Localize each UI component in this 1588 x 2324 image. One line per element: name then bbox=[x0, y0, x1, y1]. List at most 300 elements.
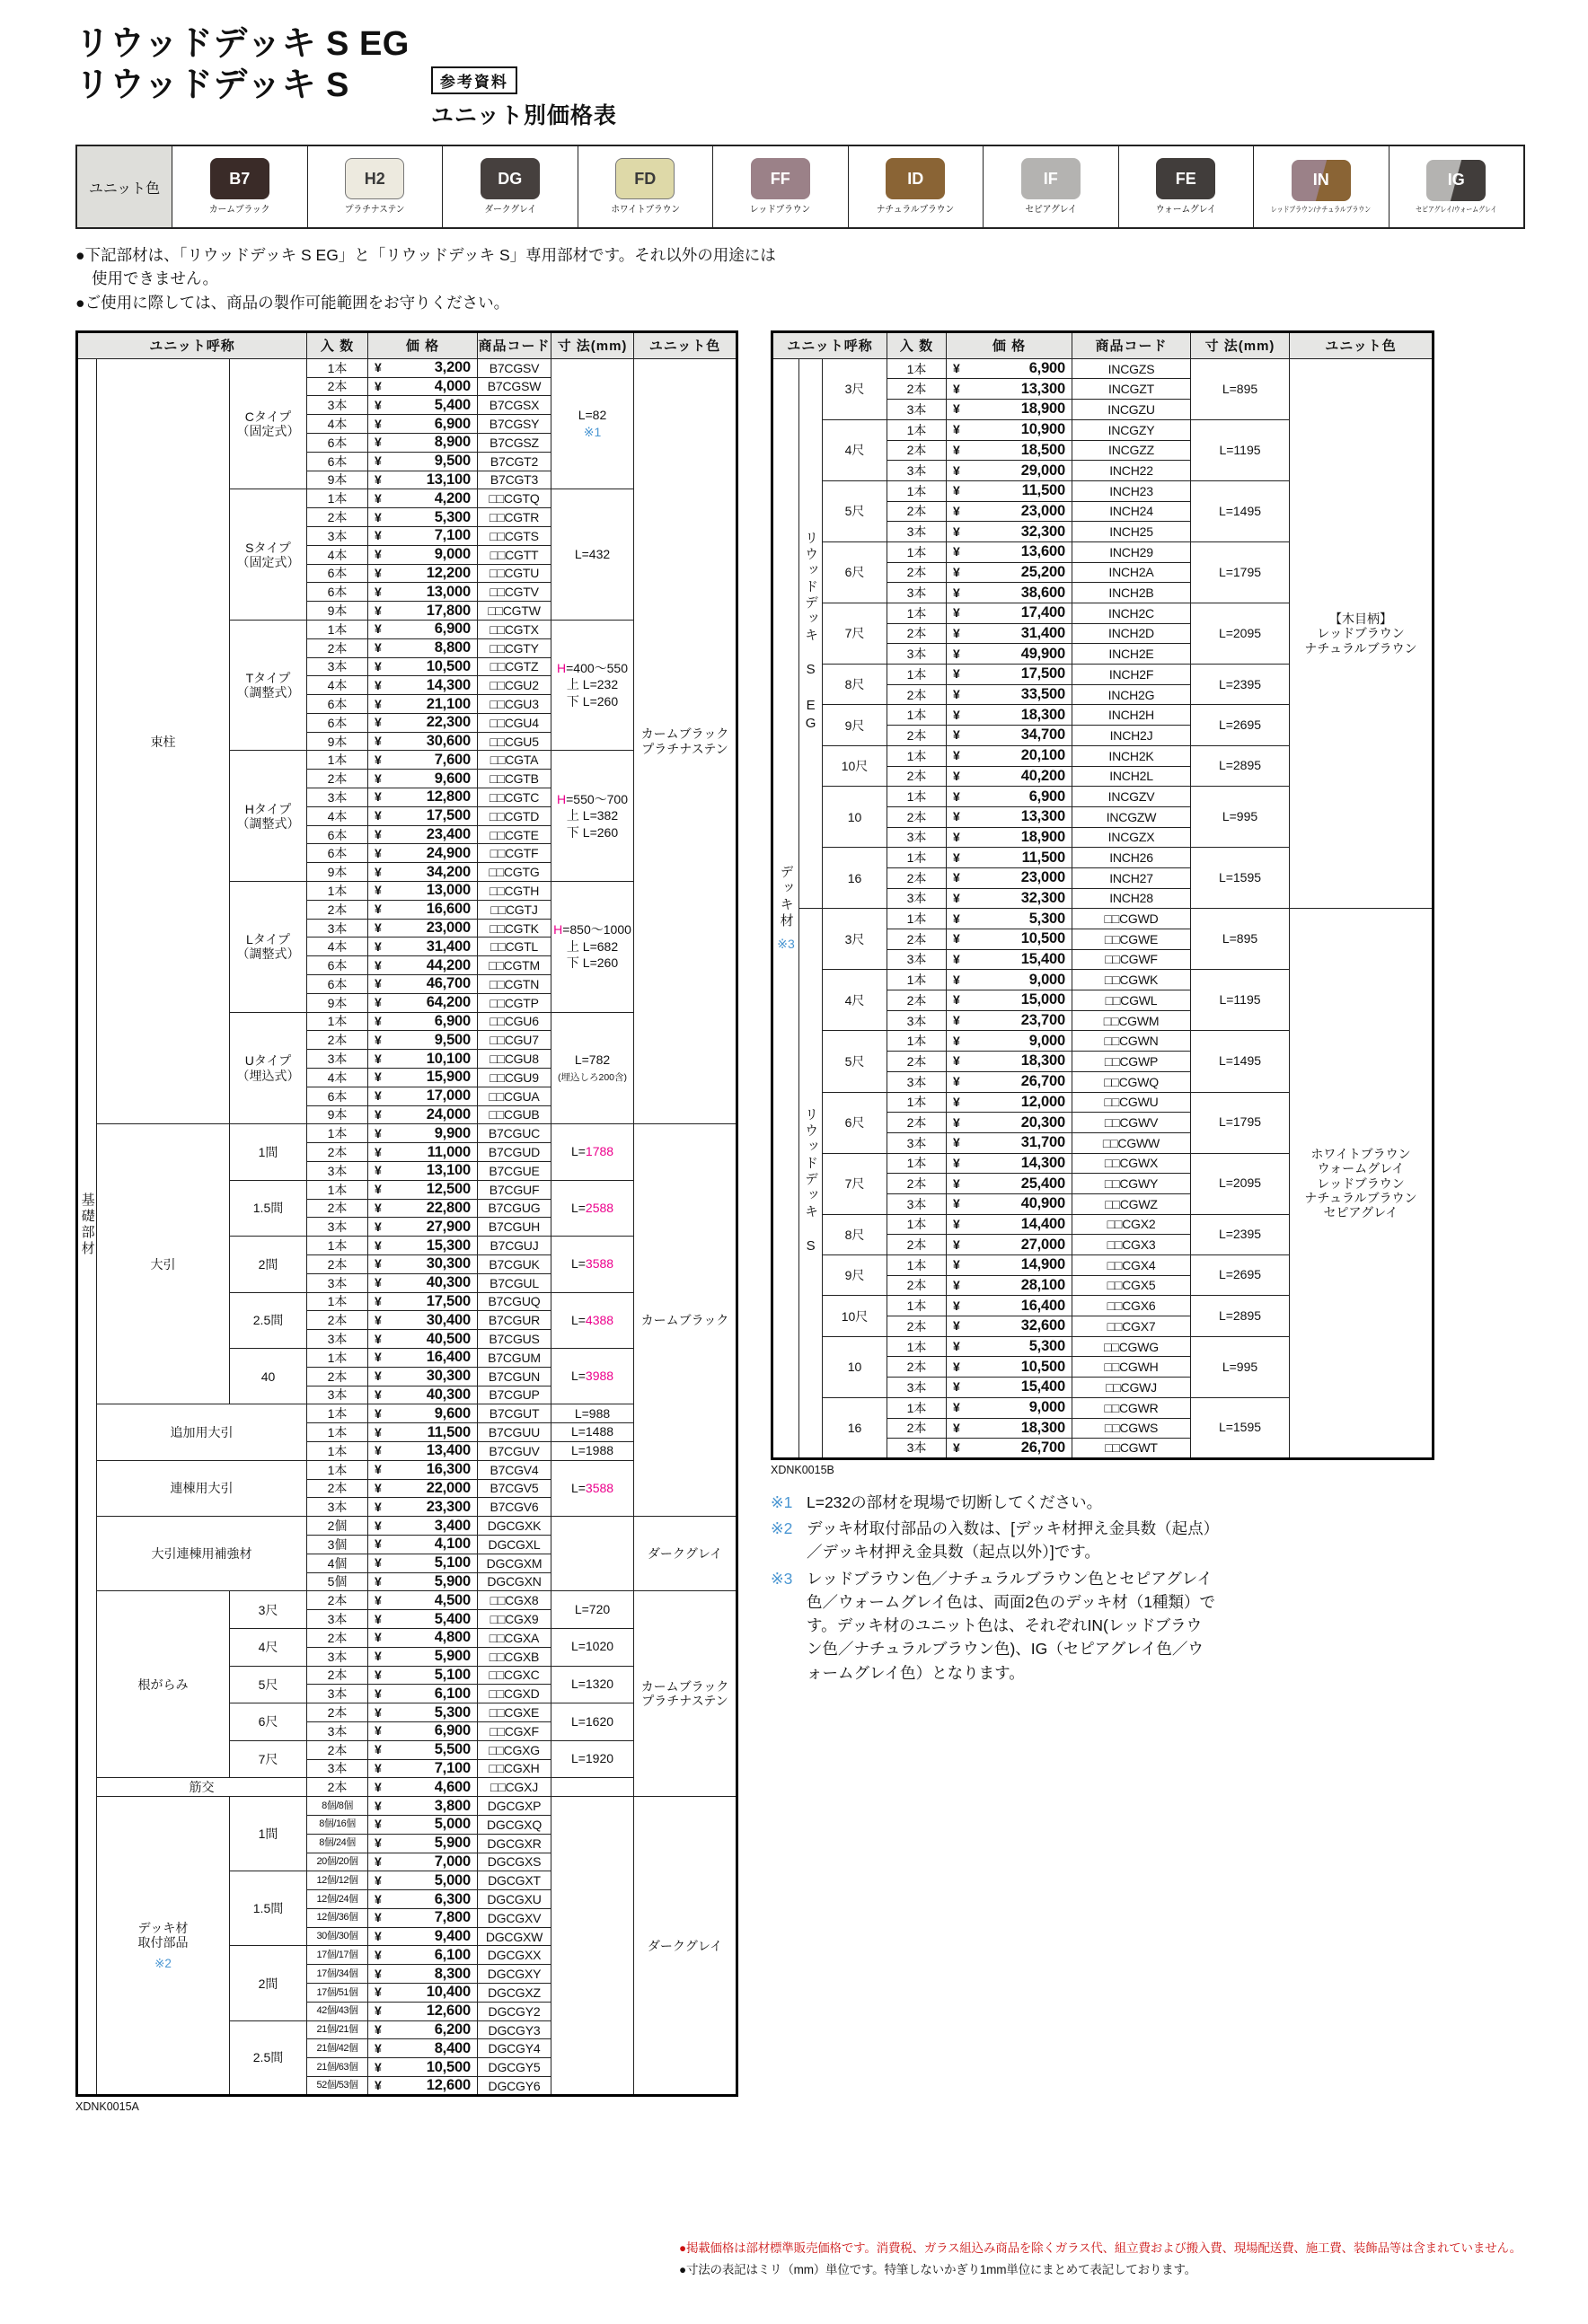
price-cell: ¥ 5,100 bbox=[368, 1666, 478, 1685]
yen-sign: ¥ bbox=[375, 1032, 382, 1047]
dim-cell: L=988 bbox=[551, 1404, 634, 1423]
price-cell: ¥ 4,800 bbox=[368, 1628, 478, 1647]
unit-color-cell: ダークグレイ bbox=[634, 1517, 737, 1591]
product-code-cell: B7CGUE bbox=[478, 1162, 551, 1181]
qty-cell: 4本 bbox=[307, 676, 368, 695]
yen-sign: ¥ bbox=[953, 1033, 960, 1048]
product-code-cell: □□CGWD bbox=[1072, 909, 1191, 929]
product-code-cell: DGCGXY bbox=[478, 1965, 551, 1984]
product-code-cell: INCH2K bbox=[1072, 745, 1191, 766]
yen-sign: ¥ bbox=[953, 524, 960, 539]
size-label: 9尺 bbox=[823, 705, 887, 745]
product-code-cell: B7CGUQ bbox=[478, 1292, 551, 1311]
unit-color-swatches bbox=[172, 146, 1523, 227]
qty-cell: 17個/51個 bbox=[307, 1984, 368, 2003]
yen-sign: ¥ bbox=[953, 503, 960, 518]
yen-sign: ¥ bbox=[953, 829, 960, 844]
price-cell: ¥ 5,500 bbox=[368, 1740, 478, 1759]
col-header-color: ユニット色 bbox=[1290, 331, 1434, 358]
unit-color-swatch bbox=[1390, 146, 1524, 227]
price-cell: ¥ 18,500 bbox=[947, 440, 1072, 461]
yen-sign: ¥ bbox=[953, 1175, 960, 1191]
unit-color-swatch bbox=[849, 146, 984, 227]
color-name: カームブラック bbox=[209, 204, 270, 215]
size-label: 8尺 bbox=[823, 1214, 887, 1254]
price-cell: ¥ 6,100 bbox=[368, 1685, 478, 1703]
yen-sign: ¥ bbox=[953, 1216, 960, 1231]
price-cell: ¥ 14,300 bbox=[947, 1153, 1072, 1174]
type-label: 7尺 bbox=[230, 1740, 307, 1778]
col-header-price: 価 格 bbox=[368, 331, 478, 358]
price-cell: ¥ 17,500 bbox=[368, 806, 478, 825]
yen-sign: ¥ bbox=[375, 1405, 382, 1421]
product-label: リウッドデッキ S bbox=[799, 909, 823, 1459]
dim-cell: L=2095 bbox=[1191, 1153, 1290, 1214]
unit-color-cell: 【木目柄】 レッドブラウン ナチュラルブラウン bbox=[1290, 358, 1434, 909]
yen-sign: ¥ bbox=[953, 1094, 960, 1109]
price-cell: ¥ 23,000 bbox=[368, 919, 478, 938]
price-cell: ¥ 13,400 bbox=[368, 1441, 478, 1460]
price-cell: ¥ 6,100 bbox=[368, 1946, 478, 1965]
yen-sign: ¥ bbox=[375, 883, 382, 898]
qty-cell: 2本 bbox=[307, 1367, 368, 1386]
price-cell: ¥ 32,300 bbox=[947, 522, 1072, 542]
yen-sign: ¥ bbox=[375, 490, 382, 506]
col-header-qty: 入 数 bbox=[887, 331, 947, 358]
yen-sign: ¥ bbox=[953, 1298, 960, 1313]
product-code-cell: INCH29 bbox=[1072, 541, 1191, 562]
yen-sign: ¥ bbox=[375, 2078, 382, 2093]
footnote-text: L=232の部材を現場で切断してください。 bbox=[807, 1492, 1103, 1511]
qty-cell: 3本 bbox=[307, 788, 368, 807]
yen-sign: ¥ bbox=[375, 1985, 382, 2000]
dim-cell: H=850〜1000 上 L=682 下 L=260 bbox=[551, 882, 634, 1013]
footer-price-note: ●掲載価格は部材標準販売価格です。消費税、ガラス組込み商品を除くガラス代、組立費および搬入費、現場配送費、施工費、装飾品等は含まれていません。 bbox=[679, 2241, 1522, 2255]
qty-cell: 3本 bbox=[887, 1010, 947, 1031]
price-cell: ¥ 40,900 bbox=[947, 1193, 1072, 1214]
price-cell: ¥ 5,000 bbox=[368, 1871, 478, 1890]
product-code-cell: □□CGX4 bbox=[1072, 1255, 1191, 1276]
footnote bbox=[771, 1567, 1216, 1685]
product-code-cell: □□CGXD bbox=[478, 1685, 551, 1703]
yen-sign: ¥ bbox=[375, 1667, 382, 1682]
yen-sign: ¥ bbox=[953, 748, 960, 763]
product-code-cell: □□CGWL bbox=[1072, 990, 1191, 1011]
qty-cell: 2本 bbox=[307, 1031, 368, 1050]
price-cell: ¥ 22,800 bbox=[368, 1199, 478, 1218]
unit-color-swatch bbox=[1254, 146, 1390, 227]
product-code-cell: □□CGWS bbox=[1072, 1418, 1191, 1439]
color-chip: IF bbox=[1021, 158, 1081, 199]
col-header-code: 商品コード bbox=[478, 331, 551, 358]
qty-cell: 2本 bbox=[307, 900, 368, 919]
price-cell: ¥ 10,900 bbox=[947, 419, 1072, 440]
col-header-name: ユニット呼称 bbox=[772, 331, 887, 358]
yen-sign: ¥ bbox=[375, 789, 382, 805]
price-cell: ¥ 7,800 bbox=[368, 1908, 478, 1927]
yen-sign: ¥ bbox=[375, 547, 382, 562]
page-subtitle: ユニット別価格表 bbox=[430, 103, 617, 128]
price-cell: ¥ 6,900 bbox=[947, 787, 1072, 807]
price-cell: ¥ 16,400 bbox=[368, 1348, 478, 1367]
price-cell: ¥ 64,200 bbox=[368, 993, 478, 1012]
product-code-cell: B7CGUF bbox=[478, 1180, 551, 1199]
color-name: ナチュラルブラウン bbox=[877, 204, 955, 215]
product-code-cell: B7CGSY bbox=[478, 415, 551, 434]
product-code-cell: □□CGX9 bbox=[478, 1610, 551, 1629]
group-label: 根がらみ bbox=[97, 1591, 230, 1778]
qty-cell: 3本 bbox=[887, 522, 947, 542]
product-code-cell: □□CGX3 bbox=[1072, 1235, 1191, 1255]
product-code-cell: INCGZU bbox=[1072, 400, 1191, 420]
yen-sign: ¥ bbox=[375, 528, 382, 543]
price-cell: ¥ 12,200 bbox=[368, 564, 478, 583]
qty-cell: 3本 bbox=[887, 888, 947, 909]
dim-cell: L=3588 bbox=[551, 1460, 634, 1516]
unit-color-bar bbox=[75, 145, 1525, 229]
dim-cell: L=2695 bbox=[1191, 705, 1290, 745]
price-cell: ¥ 17,400 bbox=[947, 603, 1072, 624]
qty-cell: 1本 bbox=[307, 1292, 368, 1311]
price-row bbox=[772, 358, 1434, 379]
product-code-cell: DGCGXZ bbox=[478, 1984, 551, 2003]
price-cell: ¥ 12,800 bbox=[368, 788, 478, 807]
footnote bbox=[771, 1517, 1216, 1564]
yen-sign: ¥ bbox=[375, 1649, 382, 1664]
size-label: 3尺 bbox=[823, 909, 887, 970]
price-cell: ¥ 10,500 bbox=[368, 657, 478, 676]
price-cell: ¥ 34,700 bbox=[947, 726, 1072, 746]
price-cell: ¥ 14,300 bbox=[368, 676, 478, 695]
yen-sign: ¥ bbox=[375, 1480, 382, 1495]
product-code-cell: □□CGTY bbox=[478, 638, 551, 657]
price-cell: ¥ 11,500 bbox=[947, 848, 1072, 868]
price-cell: ¥ 16,600 bbox=[368, 900, 478, 919]
type-label: 2間 bbox=[230, 1946, 307, 2020]
product-code-cell: □□CGWZ bbox=[1072, 1193, 1191, 1214]
qty-cell: 2本 bbox=[887, 623, 947, 644]
price-cell: ¥ 9,500 bbox=[368, 1031, 478, 1050]
qty-cell: 3本 bbox=[307, 1273, 368, 1292]
reference-block bbox=[431, 66, 617, 130]
qty-cell: 1本 bbox=[887, 909, 947, 929]
left-table-id: XDNK0015A bbox=[75, 2100, 139, 2114]
size-label: 4尺 bbox=[823, 419, 887, 480]
qty-cell: 3本 bbox=[887, 1439, 947, 1459]
yen-sign: ¥ bbox=[375, 808, 382, 823]
product-code-cell: □□CGWR bbox=[1072, 1397, 1191, 1418]
type-label: 5尺 bbox=[230, 1666, 307, 1703]
right-price-table bbox=[771, 330, 1434, 1460]
qty-cell: 3本 bbox=[887, 1193, 947, 1214]
yen-sign: ¥ bbox=[953, 687, 960, 702]
product-code-cell: □□CGTG bbox=[478, 863, 551, 882]
group-label: 追加用大引 bbox=[97, 1404, 307, 1460]
yen-sign: ¥ bbox=[953, 483, 960, 498]
dim-cell: L=1620 bbox=[551, 1703, 634, 1741]
dim-cell: L=1195 bbox=[1191, 970, 1290, 1031]
yen-sign: ¥ bbox=[375, 1386, 382, 1402]
yen-sign: ¥ bbox=[375, 509, 382, 524]
yen-sign: ¥ bbox=[375, 677, 382, 692]
unit-color-cell: カームブラック プラチナステン bbox=[634, 1591, 737, 1797]
price-cell: ¥ 18,300 bbox=[947, 1418, 1072, 1439]
qty-cell: 6本 bbox=[307, 564, 368, 583]
color-chip: IG bbox=[1426, 160, 1486, 201]
yen-sign: ¥ bbox=[375, 2040, 382, 2056]
size-label: 3尺 bbox=[823, 358, 887, 419]
price-cell: ¥ 3,400 bbox=[368, 1517, 478, 1536]
qty-cell: 3本 bbox=[887, 949, 947, 970]
page-title bbox=[75, 23, 410, 107]
price-cell: ¥ 12,000 bbox=[947, 1092, 1072, 1113]
product-code-cell: B7CGUG bbox=[478, 1199, 551, 1218]
product-code-cell: DGCGY3 bbox=[478, 2020, 551, 2039]
yen-sign: ¥ bbox=[375, 715, 382, 730]
qty-cell: 3本 bbox=[887, 827, 947, 848]
product-code-cell: INCH23 bbox=[1072, 480, 1191, 501]
price-cell: ¥ 7,600 bbox=[368, 751, 478, 770]
product-code-cell: B7CGV4 bbox=[478, 1460, 551, 1479]
qty-cell: 3本 bbox=[887, 583, 947, 603]
qty-cell: 9本 bbox=[307, 602, 368, 621]
col-header-dim: 寸 法(mm) bbox=[1191, 331, 1290, 358]
yen-sign: ¥ bbox=[375, 1424, 382, 1439]
unit-color-cell: ダークグレイ bbox=[634, 1797, 737, 2096]
product-code-cell: □□CGTT bbox=[478, 545, 551, 564]
product-code-cell: □□CGX6 bbox=[1072, 1296, 1191, 1316]
price-cell: ¥ 9,500 bbox=[368, 452, 478, 471]
price-cell: ¥ 23,700 bbox=[947, 1010, 1072, 1031]
product-code-cell: B7CGV5 bbox=[478, 1479, 551, 1498]
price-cell: ¥ 15,000 bbox=[947, 990, 1072, 1011]
dim-cell: L=782 (埋込しろ200含) bbox=[551, 1012, 634, 1124]
footnote-text: レッドブラウン色／ナチュラルブラウン色とセピアグレイ色／ウォームグレイ色は、両面2色のデッキ材（1種類）です。デッキ材のユニット色は、それぞれIN(レッドブラウン色／ナチュラルブラウン色)、IG（セピアグレイ色／ウォームグレイ色）となります。 bbox=[807, 1569, 1216, 1682]
price-cell: ¥ 18,300 bbox=[947, 705, 1072, 726]
price-cell: ¥ 17,800 bbox=[368, 602, 478, 621]
price-cell: ¥ 5,300 bbox=[947, 1336, 1072, 1357]
price-cell: ¥ 9,600 bbox=[368, 770, 478, 788]
qty-cell: 1本 bbox=[887, 705, 947, 726]
product-code-cell: INCH2F bbox=[1072, 665, 1191, 685]
qty-cell: 1本 bbox=[307, 620, 368, 638]
product-code-cell: B7CGUU bbox=[478, 1423, 551, 1442]
qty-cell: 1本 bbox=[307, 1180, 368, 1199]
qty-cell: 2本 bbox=[307, 1628, 368, 1647]
product-code-cell: □□CGWN bbox=[1072, 1031, 1191, 1052]
product-code-cell: □□CGUB bbox=[478, 1105, 551, 1124]
qty-cell: 2本 bbox=[307, 1311, 368, 1330]
product-code-cell: □□CGXH bbox=[478, 1759, 551, 1778]
size-label: 10尺 bbox=[823, 745, 887, 786]
price-cell: ¥ 11,000 bbox=[368, 1143, 478, 1162]
product-code-cell: INCH2H bbox=[1072, 705, 1191, 726]
color-name: セピアグレイ bbox=[1025, 204, 1077, 215]
yen-sign: ¥ bbox=[375, 1219, 382, 1234]
footnotes bbox=[771, 1491, 1216, 1685]
price-cell: ¥ 9,400 bbox=[368, 1927, 478, 1946]
footer-dimension-note: ●寸法の表記はミリ（mm）単位です。特筆しないかぎり1mm単位にまとめて表記しております。 bbox=[679, 2263, 1196, 2277]
product-code-cell: INCGZZ bbox=[1072, 440, 1191, 461]
product-code-cell: □□CGWJ bbox=[1072, 1378, 1191, 1398]
dim-cell: L=2895 bbox=[1191, 745, 1290, 786]
price-cell: ¥ 30,400 bbox=[368, 1311, 478, 1330]
yen-sign: ¥ bbox=[375, 995, 382, 1010]
product-code-cell: □□CGWG bbox=[1072, 1336, 1191, 1357]
qty-cell: 1本 bbox=[887, 1255, 947, 1276]
dim-cell: L=2588 bbox=[551, 1180, 634, 1236]
product-code-cell: INCH2D bbox=[1072, 623, 1191, 644]
qty-cell: 1本 bbox=[887, 1031, 947, 1052]
price-cell: ¥ 5,300 bbox=[368, 1703, 478, 1722]
qty-cell: 3本 bbox=[307, 1050, 368, 1069]
yen-sign: ¥ bbox=[375, 1630, 382, 1645]
yen-sign: ¥ bbox=[953, 1400, 960, 1415]
intro-note-1-cont: 使用できません。 bbox=[92, 269, 219, 288]
qty-cell: 52個/53個 bbox=[307, 2077, 368, 2096]
yen-sign: ¥ bbox=[375, 378, 382, 393]
product-code-cell: DGCGXK bbox=[478, 1517, 551, 1536]
yen-sign: ¥ bbox=[375, 640, 382, 656]
qty-cell: 6本 bbox=[307, 583, 368, 602]
product-code-cell: □□CGX8 bbox=[478, 1591, 551, 1610]
product-code-cell: B7CGUS bbox=[478, 1330, 551, 1349]
qty-cell: 1本 bbox=[887, 1214, 947, 1235]
qty-cell: 1本 bbox=[887, 665, 947, 685]
type-label: 1.5間 bbox=[230, 1871, 307, 1946]
color-chip: FD bbox=[615, 158, 675, 199]
type-label: Tタイプ （調整式） bbox=[230, 620, 307, 751]
footnote-mark: ※2 bbox=[771, 1519, 793, 1538]
product-code-cell: □□CGTS bbox=[478, 526, 551, 545]
yen-sign: ¥ bbox=[375, 1518, 382, 1533]
price-cell: ¥ 29,000 bbox=[947, 461, 1072, 481]
product-code-cell: □□CGTE bbox=[478, 825, 551, 844]
price-cell: ¥ 5,000 bbox=[368, 1815, 478, 1834]
price-cell: ¥ 15,900 bbox=[368, 1069, 478, 1087]
product-code-cell: DGCGXP bbox=[478, 1797, 551, 1816]
product-code-cell: B7CGSZ bbox=[478, 433, 551, 452]
product-code-cell: □□CGXC bbox=[478, 1666, 551, 1685]
footnote-mark: ※3 bbox=[771, 1569, 793, 1588]
qty-cell: 6本 bbox=[307, 844, 368, 863]
price-cell: ¥ 8,800 bbox=[368, 638, 478, 657]
qty-cell: 42個/43個 bbox=[307, 2002, 368, 2020]
product-code-cell: □□CGXG bbox=[478, 1740, 551, 1759]
product-code-cell: □□CGXJ bbox=[478, 1778, 551, 1797]
yen-sign: ¥ bbox=[375, 1947, 382, 1962]
yen-sign: ¥ bbox=[375, 1760, 382, 1775]
price-cell: ¥ 10,500 bbox=[368, 2058, 478, 2077]
dim-cell: L=1788 bbox=[551, 1124, 634, 1180]
qty-cell: 17個/17個 bbox=[307, 1946, 368, 1965]
dim-cell: L=1795 bbox=[1191, 541, 1290, 603]
yen-sign: ¥ bbox=[375, 1088, 382, 1104]
qty-cell: 1本 bbox=[887, 787, 947, 807]
yen-sign: ¥ bbox=[375, 696, 382, 711]
qty-cell: 9本 bbox=[307, 471, 368, 489]
yen-sign: ¥ bbox=[375, 435, 382, 450]
price-cell: ¥ 16,300 bbox=[368, 1460, 478, 1479]
product-code-cell: DGCGY6 bbox=[478, 2077, 551, 2096]
product-code-cell: □□CGTN bbox=[478, 975, 551, 994]
yen-sign: ¥ bbox=[953, 849, 960, 865]
qty-cell: 3本 bbox=[307, 657, 368, 676]
qty-cell: 9本 bbox=[307, 1105, 368, 1124]
yen-sign: ¥ bbox=[375, 845, 382, 860]
qty-cell: 2本 bbox=[887, 1316, 947, 1337]
yen-sign: ¥ bbox=[375, 920, 382, 936]
yen-sign: ¥ bbox=[375, 1144, 382, 1159]
dim-cell: L=1595 bbox=[1191, 848, 1290, 909]
group-label: 連棟用大引 bbox=[97, 1460, 307, 1516]
product-code-cell: INCGZS bbox=[1072, 358, 1191, 379]
product-code-cell: B7CGUH bbox=[478, 1218, 551, 1237]
product-code-cell: B7CGSW bbox=[478, 377, 551, 396]
qty-cell: 1本 bbox=[887, 1153, 947, 1174]
yen-sign: ¥ bbox=[953, 1339, 960, 1354]
price-cell: ¥ 40,300 bbox=[368, 1273, 478, 1292]
left-column bbox=[75, 330, 738, 2113]
yen-sign: ¥ bbox=[375, 902, 382, 917]
price-cell: ¥ 31,400 bbox=[947, 623, 1072, 644]
qty-cell: 1本 bbox=[887, 419, 947, 440]
color-chip: B7 bbox=[210, 158, 269, 199]
qty-cell: 2本 bbox=[307, 1666, 368, 1685]
qty-cell: 3本 bbox=[307, 1498, 368, 1517]
dim-cell bbox=[551, 1778, 634, 1797]
dim-cell: L=1020 bbox=[551, 1628, 634, 1666]
qty-cell: 1本 bbox=[307, 1460, 368, 1479]
yen-sign: ¥ bbox=[375, 1070, 382, 1085]
yen-sign: ¥ bbox=[375, 864, 382, 879]
yen-sign: ¥ bbox=[375, 976, 382, 991]
unit-color-cell: カームブラック bbox=[634, 1124, 737, 1517]
product-code-cell: □□CGWT bbox=[1072, 1439, 1191, 1459]
product-code-cell: B7CGSV bbox=[478, 358, 551, 377]
qty-cell: 2本 bbox=[307, 1479, 368, 1498]
yen-sign: ¥ bbox=[375, 1201, 382, 1216]
product-code-cell: □□CGTV bbox=[478, 583, 551, 602]
price-cell: ¥ 28,100 bbox=[947, 1275, 1072, 1296]
price-cell: ¥ 31,700 bbox=[947, 1132, 1072, 1153]
unit-color-swatch bbox=[443, 146, 578, 227]
yen-sign: ¥ bbox=[375, 827, 382, 842]
qty-cell: 1本 bbox=[887, 358, 947, 379]
qty-cell: 1本 bbox=[307, 489, 368, 508]
qty-cell: 17個/34個 bbox=[307, 1965, 368, 1984]
qty-cell: 3本 bbox=[307, 1610, 368, 1629]
price-cell: ¥ 13,100 bbox=[368, 471, 478, 489]
price-cell: ¥ 32,600 bbox=[947, 1316, 1072, 1337]
color-name: レッドブラウン bbox=[750, 204, 811, 215]
yen-sign: ¥ bbox=[375, 1237, 382, 1253]
product-code-cell: □□CGTQ bbox=[478, 489, 551, 508]
yen-sign: ¥ bbox=[375, 1536, 382, 1552]
yen-sign: ¥ bbox=[375, 1051, 382, 1066]
yen-sign: ¥ bbox=[953, 707, 960, 722]
yen-sign: ¥ bbox=[375, 1966, 382, 1981]
price-cell: ¥ 7,000 bbox=[368, 1853, 478, 1871]
intro-note-2: ●ご使用に際しては、商品の製作可能範囲をお守りください。 bbox=[75, 293, 510, 312]
yen-sign: ¥ bbox=[375, 1163, 382, 1178]
yen-sign: ¥ bbox=[953, 605, 960, 621]
price-cell: ¥ 30,600 bbox=[368, 732, 478, 751]
yen-sign: ¥ bbox=[375, 1107, 382, 1122]
product-code-cell: B7CGSX bbox=[478, 396, 551, 415]
product-code-cell: □□CGWF bbox=[1072, 949, 1191, 970]
yen-sign: ¥ bbox=[375, 1742, 382, 1757]
